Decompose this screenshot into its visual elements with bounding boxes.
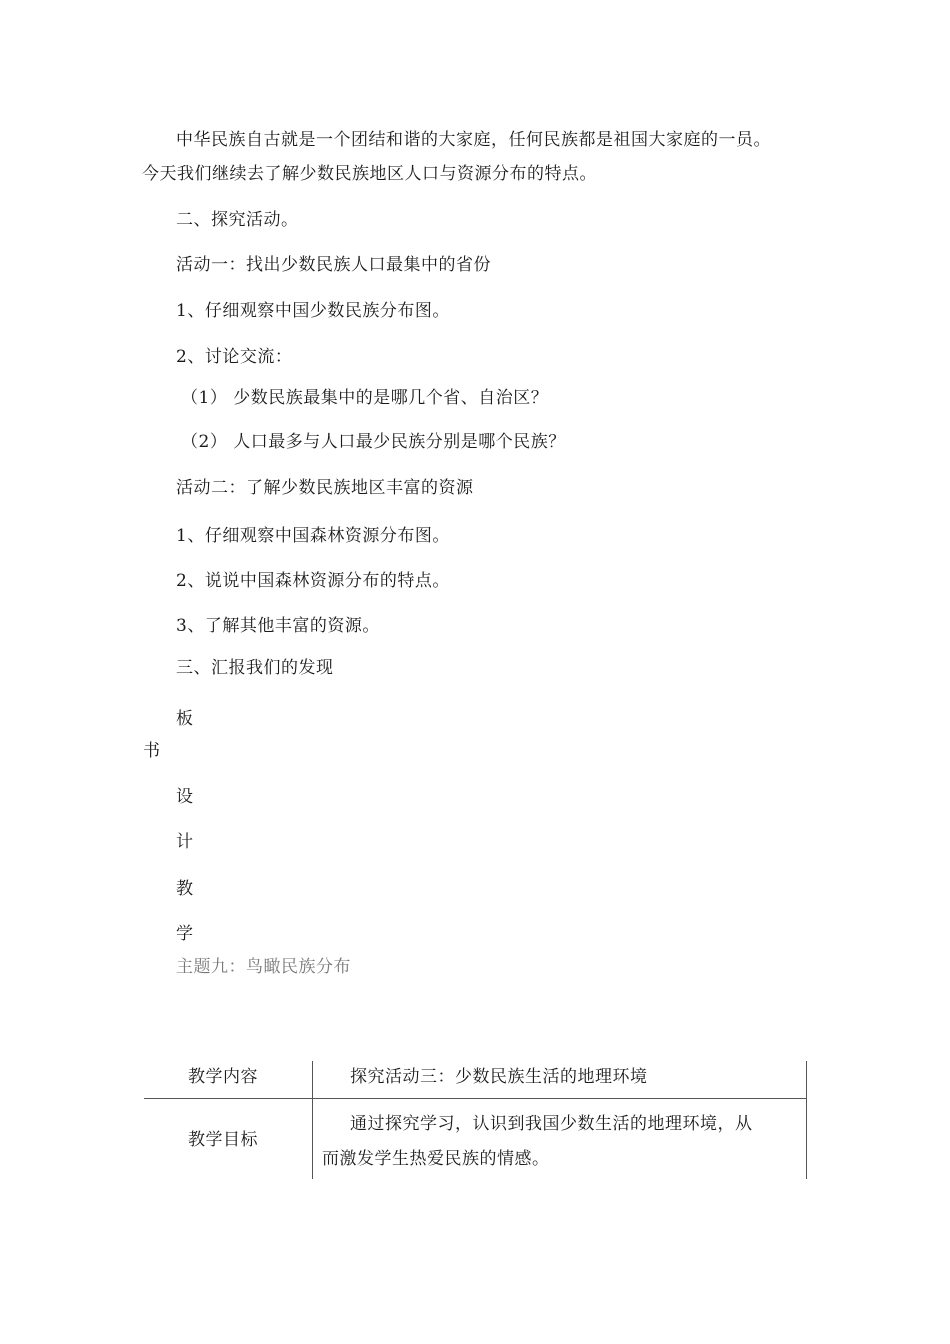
section-heading-report: 三、汇报我们的发现 — [176, 658, 334, 678]
table-row-1-label: 教学内容 — [188, 1067, 258, 1087]
board-char-5: 教 — [176, 879, 194, 899]
table-divider-horizontal — [144, 1098, 807, 1099]
board-char-1: 板 — [176, 709, 194, 729]
table-row-2-value-line-1: 通过探究学习，认识到我国少数生活的地理环境，从 — [350, 1114, 753, 1134]
board-char-6: 学 — [176, 924, 194, 944]
activity-2-step-2: 2、说说中国森林资源分布的特点。 — [176, 571, 450, 591]
board-char-4: 计 — [176, 832, 194, 852]
lesson-table — [144, 1061, 807, 1179]
table-divider-vertical-left — [312, 1061, 313, 1179]
table-row-1-value: 探究活动三：少数民族生活的地理环境 — [350, 1067, 648, 1087]
activity-2-step-1: 1、仔细观察中国森林资源分布图。 — [176, 526, 450, 546]
table-divider-vertical-right — [806, 1061, 807, 1179]
activity-1-question-2: （2） 人口最多与人口最少民族分别是哪个民族？ — [181, 432, 566, 452]
activity-2-title: 活动二：了解少数民族地区丰富的资源 — [176, 478, 474, 498]
activity-2-step-3: 3、了解其他丰富的资源。 — [176, 616, 380, 636]
intro-line-2: 今天我们继续去了解少数民族地区人口与资源分布的特点。 — [142, 164, 597, 184]
board-char-2: 书 — [143, 741, 161, 761]
section-heading-activities: 二、探究活动。 — [176, 210, 299, 230]
board-char-3: 设 — [176, 787, 194, 807]
activity-1-step-2: 2、讨论交流： — [176, 347, 293, 367]
table-row-2-value-line-2: 而激发学生热爱民族的情感。 — [322, 1149, 550, 1169]
topic-title: 主题九：鸟瞰民族分布 — [176, 957, 351, 977]
activity-1-question-1: （1） 少数民族最集中的是哪几个省、自治区？ — [181, 388, 549, 408]
intro-line-1: 中华民族自古就是一个团结和谐的大家庭，任何民族都是祖国大家庭的一员。 — [176, 130, 771, 150]
activity-1-step-1: 1、仔细观察中国少数民族分布图。 — [176, 301, 450, 321]
table-row-2-label: 教学目标 — [188, 1130, 258, 1150]
activity-1-title: 活动一：找出少数民族人口最集中的省份 — [176, 255, 491, 275]
